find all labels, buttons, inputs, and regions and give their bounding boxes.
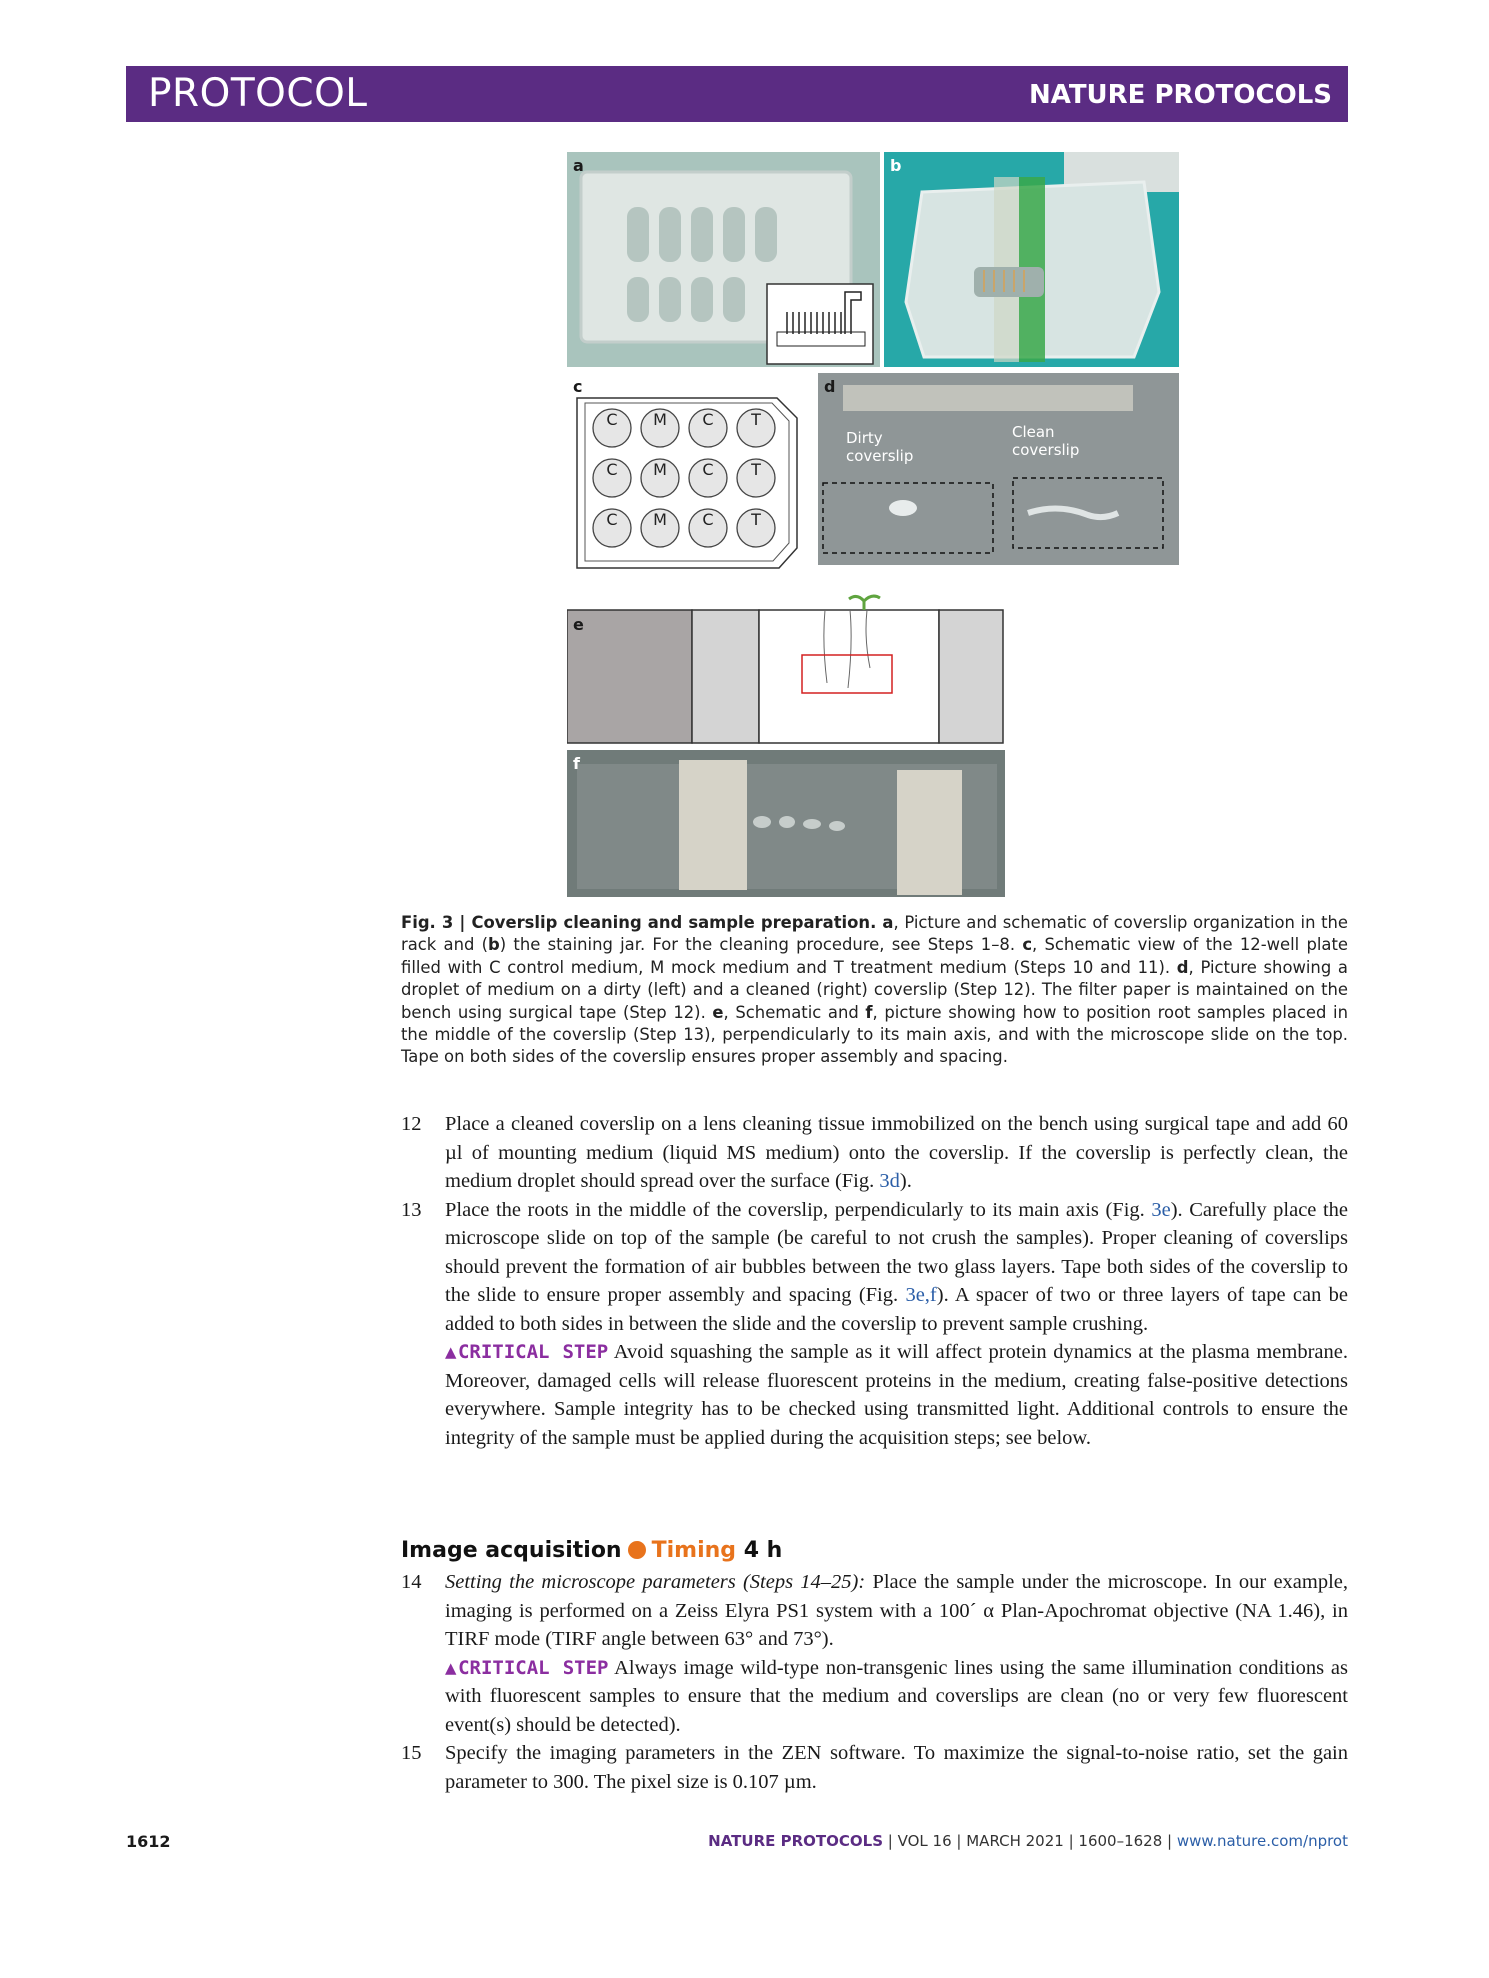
figure-link[interactable]: 3e,f bbox=[905, 1284, 937, 1306]
figure-link[interactable]: 3d bbox=[879, 1170, 900, 1192]
step-15 bbox=[401, 1739, 1348, 1796]
caption-ref: f bbox=[865, 1002, 873, 1022]
mounted-slide-photo bbox=[567, 750, 1005, 897]
caption-ref: d bbox=[1176, 957, 1189, 977]
coverslip-droplet-photo bbox=[818, 373, 1179, 565]
critical-step-label: ▲CRITICAL STEP bbox=[445, 1341, 609, 1363]
step-subtitle: Setting the microscope parameters (Steps 14–25): bbox=[445, 1571, 866, 1593]
footer-sep: | bbox=[1162, 1832, 1177, 1850]
step-text: ). Carefully place the microscope slide on top of the sample (be careful to not crush the samples). Proper cleaning of coverslips should prevent the formation of air bubbles between the two glass layers. Tape both sides of the coverslip to the slide to ensure proper assembly and spacing (Fig. bbox=[445, 1198, 1349, 1306]
figure-caption bbox=[401, 912, 1348, 1069]
step-text: Place the roots in the middle of the coverslip, perpendicularly to its main axis (Fig. bbox=[445, 1198, 1152, 1221]
footer-url-link[interactable]: www.nature.com/nprot bbox=[1176, 1832, 1348, 1850]
coverslip-rack-photo bbox=[567, 152, 880, 367]
step-number: 12 bbox=[401, 1113, 422, 1135]
heading-title: Image acquisition bbox=[401, 1538, 622, 1563]
page-number: 1612 bbox=[126, 1832, 171, 1851]
caption-text: , Picture showing a droplet of medium on a dirty (left) and a cleaned (right) coverslip (Step 12). The filter paper is maintained on the bench using surgical tape (Step 12). bbox=[401, 957, 1348, 1022]
root-position-schematic bbox=[567, 593, 1005, 745]
figure-panel-f bbox=[567, 750, 1005, 897]
critical-step-text: Avoid squashing the sample as it will affect protein dynamics at the plasma membrane. Moreover, damaged cells will release fluorescent proteins in the medium, creating false-positive detections everywhere. Sample integrity has to be checked using transmitted light. Additional controls to ensure the integrity of the sample must be applied during the acquisition steps; see below. bbox=[445, 1341, 1348, 1449]
panel-label-d: d bbox=[824, 377, 836, 396]
critical-step-text: Always image wild-type non-transgenic lines using the same illumination conditions as with fluorescent samples to ensure that the medium and coverslips are clean (no or very few fluorescent event(s) should be detected). bbox=[445, 1656, 1348, 1736]
figure-panel-d bbox=[818, 373, 1179, 565]
step-12 bbox=[401, 1110, 1348, 1196]
caption-fig-label: Fig. 3 | Coverslip cleaning and sample preparation. bbox=[401, 913, 877, 932]
caption-text: , Schematic view of the 12-well plate filled with C control medium, M mock medium and T treatment medium (Steps 10 and 11). bbox=[401, 935, 1348, 977]
caption-ref: b bbox=[488, 935, 500, 955]
caption-text: , Schematic and bbox=[723, 1002, 866, 1022]
figure-panel-c bbox=[567, 373, 807, 573]
step-text: Specify the imaging parameters in the ZEN software. To maximize the signal-to-noise ratio, set the gain parameter to 300. The pixel size is 0.107 µm. bbox=[445, 1742, 1348, 1793]
panel-label-a: a bbox=[573, 156, 584, 175]
well-label: M bbox=[653, 460, 667, 479]
dirty-coverslip-label: Dirty coverslip bbox=[846, 429, 914, 465]
footer-sep: | bbox=[1063, 1832, 1079, 1850]
step-number: 13 bbox=[401, 1198, 422, 1221]
figure-link[interactable]: 3e bbox=[1151, 1198, 1171, 1221]
well-label: M bbox=[653, 510, 667, 529]
section-title: PROTOCOL bbox=[148, 71, 368, 116]
caption-ref: e bbox=[712, 1002, 724, 1022]
panel-label-e: e bbox=[573, 615, 584, 634]
well-label: C bbox=[606, 510, 618, 529]
step-text: Place a cleaned coverslip on a lens cleaning tissue immobilized on the bench using surgical tape and add 60 µl of mounting medium (liquid MS medium) onto the coverslip. If the coverslip is perfectly clean, the medium droplet should spread over the surface (Fig. bbox=[445, 1113, 1348, 1192]
step-14 bbox=[401, 1568, 1348, 1739]
figure-panel-e bbox=[567, 593, 1005, 745]
well-label: M bbox=[653, 410, 667, 429]
panel-label-b: b bbox=[890, 156, 902, 175]
header-banner bbox=[126, 66, 1348, 122]
caption-text: ) the staining jar. For the cleaning procedure, see Steps 1–8. bbox=[499, 935, 1023, 955]
well-label: T bbox=[751, 410, 761, 429]
critical-step-label: ▲CRITICAL STEP bbox=[445, 1656, 609, 1679]
well-label: T bbox=[751, 460, 761, 479]
caption-ref: c bbox=[1022, 935, 1033, 955]
well-plate-schematic bbox=[567, 373, 807, 573]
footer-sep: | bbox=[951, 1832, 967, 1850]
staining-jar-photo bbox=[884, 152, 1179, 367]
caption-text: , Picture and schematic of coverslip organization in the rack and ( bbox=[401, 913, 1348, 955]
footer-journal: NATURE PROTOCOLS bbox=[708, 1832, 884, 1850]
step-text: ). A spacer of two or three layers of tape can be added to both sides in between the slide and the coverslip to prevent sample crushing. bbox=[445, 1284, 1348, 1335]
caption-text: , picture showing how to position root samples placed in the middle of the coverslip (Step 13), perpendicularly to its main axis, and with the microscope slide on the top. Tape on both sides of the coverslip ensures proper assembly and spacing. bbox=[401, 1002, 1348, 1067]
footer-pages: 1600–1628 bbox=[1078, 1832, 1163, 1850]
step-number: 15 bbox=[401, 1742, 422, 1764]
well-label: C bbox=[702, 460, 714, 479]
well-label: C bbox=[702, 410, 714, 429]
timing-label: Timing bbox=[651, 1538, 737, 1563]
panel-label-f: f bbox=[573, 754, 580, 773]
timing-dot-icon bbox=[628, 1541, 646, 1559]
timing-value: 4 h bbox=[743, 1538, 783, 1563]
footer-date: MARCH 2021 bbox=[966, 1832, 1064, 1850]
well-label: C bbox=[606, 460, 618, 479]
step-number: 14 bbox=[401, 1571, 422, 1593]
figure-panel-a bbox=[567, 152, 880, 367]
section-heading bbox=[401, 1538, 782, 1563]
footer-volume: VOL 16 bbox=[897, 1832, 952, 1850]
figure-panel-b bbox=[884, 152, 1179, 367]
steps-block-2 bbox=[401, 1568, 1348, 1796]
critical-step-note bbox=[445, 1338, 1348, 1452]
well-label: C bbox=[606, 410, 618, 429]
step-text: Place the sample under the microscope. In our example, imaging is performed on a Zeiss Elyra PS1 system with a 100´ α Plan-Apochromat objective (NA 1.46), in TIRF mode (TIRF angle between 63° and 73°). bbox=[445, 1571, 1349, 1650]
critical-step-note bbox=[445, 1654, 1348, 1740]
footer-sep: | bbox=[883, 1832, 898, 1850]
step-text: ). bbox=[899, 1170, 912, 1192]
well-label: C bbox=[702, 510, 714, 529]
panel-label-c: c bbox=[573, 377, 583, 396]
journal-title: NATURE PROTOCOLS bbox=[1028, 80, 1332, 110]
caption-ref: a bbox=[876, 913, 894, 932]
steps-block-1 bbox=[401, 1110, 1348, 1452]
step-13 bbox=[401, 1196, 1348, 1453]
footer-citation bbox=[708, 1832, 1348, 1850]
well-label: T bbox=[751, 510, 761, 529]
clean-coverslip-label: Clean coverslip bbox=[1012, 423, 1080, 459]
